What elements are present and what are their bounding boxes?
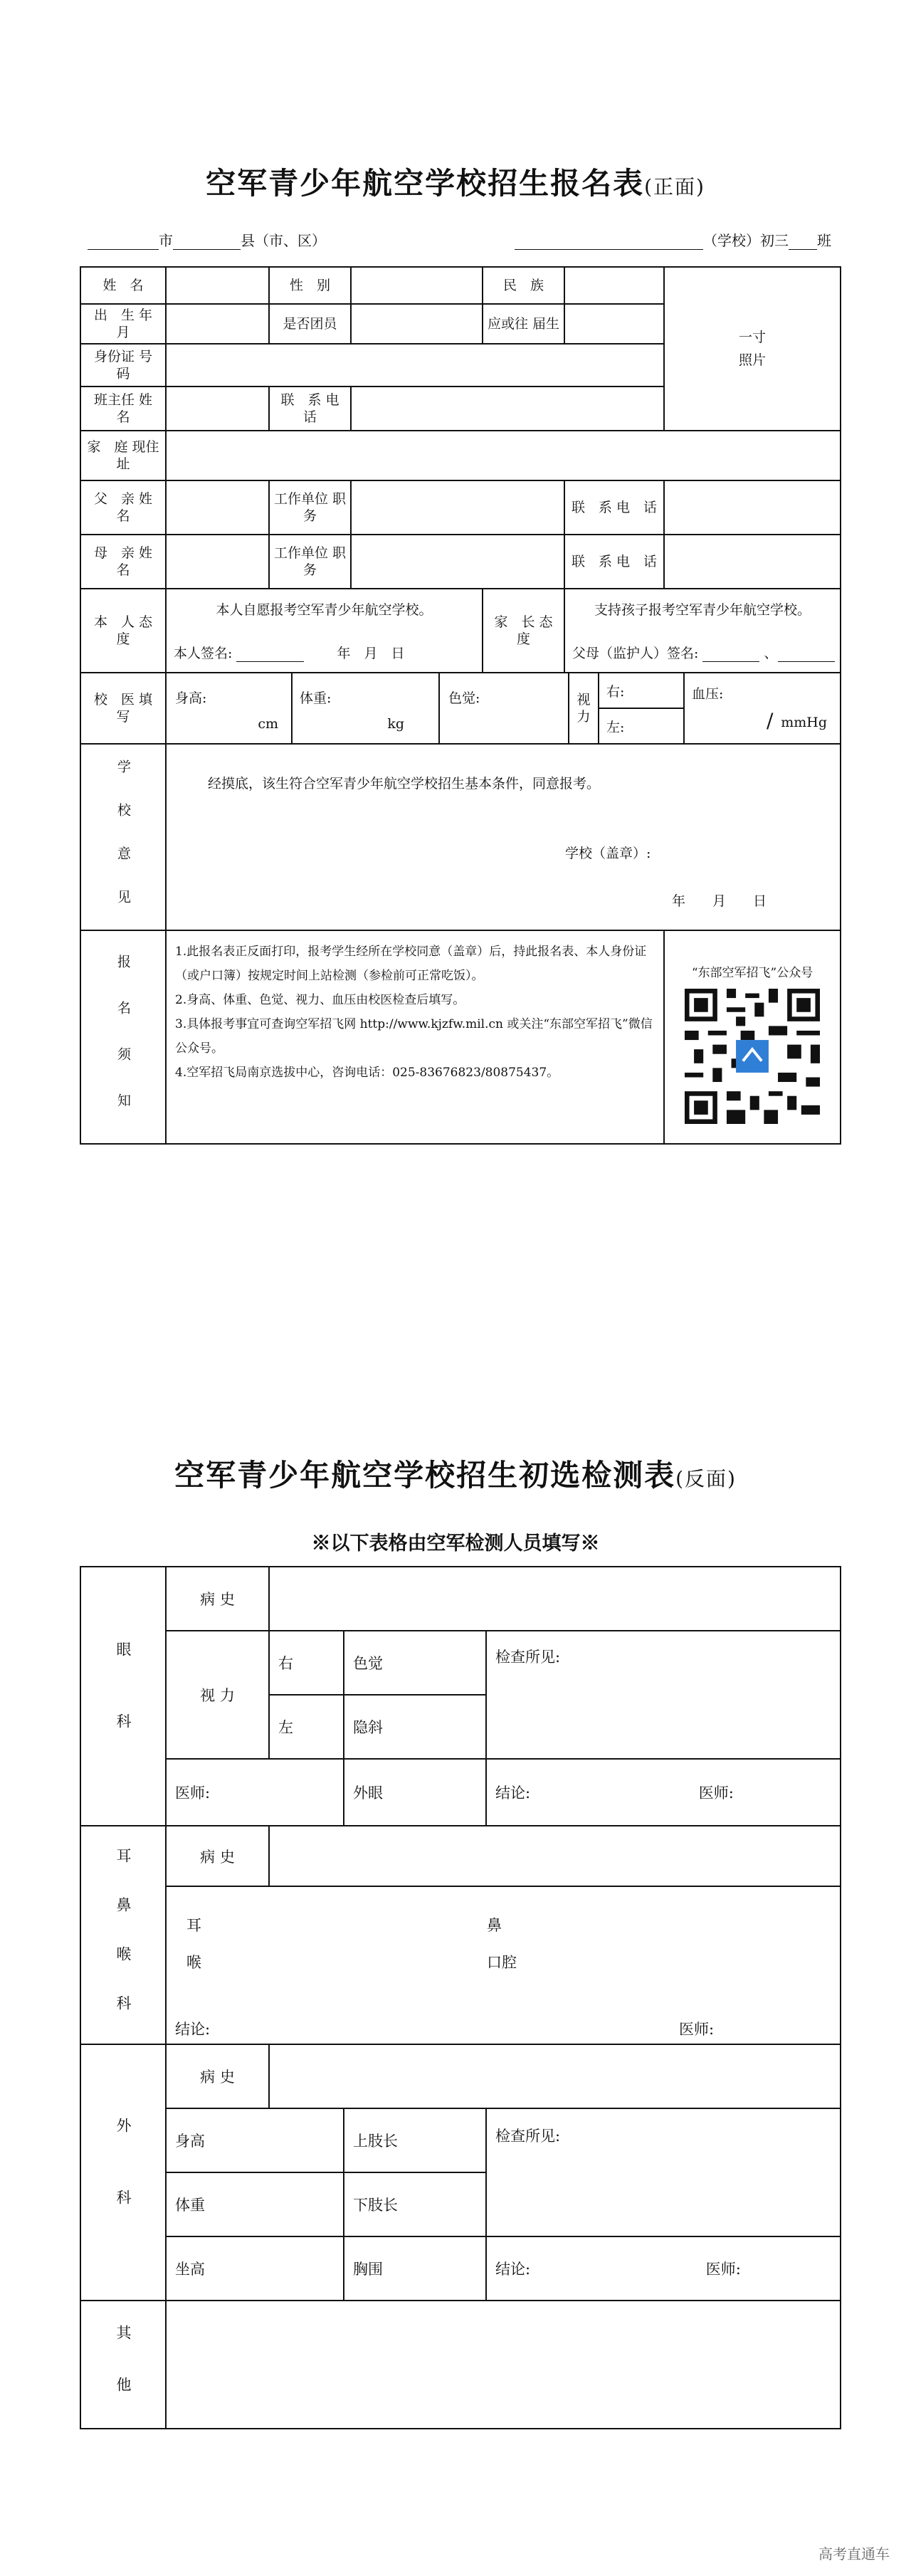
self-sign-line: 本人签名: 年 月 日: [174, 646, 405, 661]
birth-field[interactable]: [166, 304, 269, 344]
parent-attitude-field[interactable]: [564, 589, 841, 673]
surgery-findings-field[interactable]: 检查所见:: [486, 2108, 841, 2236]
eye-squint-field[interactable]: 隐斜: [344, 1695, 486, 1759]
bp-field[interactable]: 血压: / mmHg: [692, 686, 828, 732]
surgery-upper-field[interactable]: 上肢长: [344, 2108, 486, 2172]
self-sign-blank[interactable]: [236, 648, 304, 662]
class-blank[interactable]: [789, 236, 817, 250]
birth-label: 出 生 年 月: [80, 304, 166, 344]
father-tel-field[interactable]: [664, 480, 841, 535]
father-tel-label: 联 系 电 话: [564, 480, 664, 535]
right-vision-field[interactable]: 右:: [599, 673, 683, 709]
self-attitude-label: 本 人 态 度: [80, 589, 166, 673]
eye-left-label: 左: [269, 1695, 344, 1759]
mother-tel-label: 联 系 电 话: [564, 535, 664, 589]
mother-work-field[interactable]: [351, 535, 564, 589]
fresh-field[interactable]: [564, 304, 664, 344]
photo-box[interactable]: 一寸 照片: [664, 267, 841, 431]
eye-vision-label: 视 力: [166, 1631, 269, 1759]
father-work-field[interactable]: [351, 480, 564, 535]
school-opinion-text: 经摸底，该生符合空军青少年航空学校招生基本条件，同意报考。: [208, 776, 601, 792]
name-field[interactable]: [166, 267, 269, 304]
ent-section-label: 耳 鼻 喉 科: [80, 1826, 166, 2044]
eye-section-label: 眼 科: [80, 1567, 166, 1826]
teacher-field[interactable]: [166, 387, 269, 431]
surgery-lower-field[interactable]: 下肢长: [344, 2172, 486, 2236]
ent-exam-field[interactable]: 耳 鼻 喉 口腔 结论: 医师:: [166, 1886, 841, 2044]
father-work-label: 工作单位 职 务: [269, 480, 351, 535]
mother-label: 母 亲 姓 名: [80, 535, 166, 589]
eye-history-label: 病 史: [166, 1567, 269, 1631]
self-attitude-text: 本人自愿报考空军青少年航空学校。: [216, 602, 433, 618]
address-field[interactable]: [166, 431, 841, 480]
eye-doctor-field[interactable]: 医师:: [166, 1759, 344, 1826]
eye-history-field[interactable]: [269, 1567, 841, 1631]
self-attitude-field[interactable]: [166, 589, 483, 673]
surgery-chest-field[interactable]: 胸围: [344, 2236, 486, 2301]
other-section-label: 其 他: [80, 2301, 166, 2429]
father-field[interactable]: [166, 480, 269, 535]
eye-conclusion-field[interactable]: 结论: 医师:: [486, 1759, 841, 1826]
county-blank[interactable]: [173, 236, 241, 250]
notice-item-4: 4.空军招飞局南京选拔中心，咨询电话：025-83676823/80875437。: [175, 1066, 559, 1080]
school-date: 年 月 日: [672, 893, 767, 909]
father-label: 父 亲 姓 名: [80, 480, 166, 535]
footer-watermark: 高考直通车: [818, 2545, 890, 2562]
back-instruction: ※以下表格由空军检测人员填写※: [311, 1533, 600, 1555]
mother-tel-field[interactable]: [664, 535, 841, 589]
surgery-weight-field[interactable]: 体重: [166, 2172, 344, 2236]
parent-attitude-label: 家 长 态 度: [483, 589, 564, 673]
other-field[interactable]: [166, 2301, 841, 2429]
med-row: [166, 673, 841, 744]
parent-sign-blank-2[interactable]: [778, 648, 835, 662]
height-field[interactable]: 身高: cm: [167, 673, 293, 743]
eye-color-field[interactable]: 色觉: [344, 1631, 486, 1695]
front-title: 空军青少年航空学校招生报名表(正面): [206, 166, 705, 201]
idcard-label: 身份证 号 码: [80, 344, 166, 387]
idcard-field[interactable]: [166, 344, 664, 387]
school-opinion-label: 学 校 意 见: [80, 744, 166, 930]
notice-item-3: 3.具体报考事宜可查询空军招飞网 http://www.kjzfw.mil.cn 或关注“东部空军招飞”微信公众号。: [175, 1017, 653, 1056]
teacher-tel-field[interactable]: [351, 387, 664, 431]
eye-right-label: 右: [269, 1631, 344, 1695]
vision-fields: [599, 673, 685, 743]
surgery-history-field[interactable]: [269, 2044, 841, 2108]
gender-field[interactable]: [351, 267, 483, 304]
city-blank[interactable]: [88, 236, 159, 250]
surgery-sitting-field[interactable]: 坐高: [166, 2236, 344, 2301]
mother-work-label: 工作单位 职 务: [269, 535, 351, 589]
ent-history-field[interactable]: [269, 1826, 841, 1886]
name-label: 姓 名: [80, 267, 166, 304]
eye-findings-field[interactable]: 检查所见:: [486, 1631, 841, 1759]
teacher-tel-label: 联 系 电 话: [269, 387, 351, 431]
notice-item-2: 2.身高、体重、色觉、视力、血压由校医检查后填写。: [175, 993, 465, 1007]
left-vision-field[interactable]: 左:: [606, 719, 625, 735]
ethnic-field[interactable]: [564, 267, 664, 304]
ethnic-label: 民 族: [483, 267, 564, 304]
mother-field[interactable]: [166, 535, 269, 589]
gender-label: 性 别: [269, 267, 351, 304]
surgery-history-label: 病 史: [166, 2044, 269, 2108]
weight-field[interactable]: 体重: kg: [293, 673, 440, 743]
back-title: 空军青少年航空学校招生初选检测表(反面): [174, 1458, 737, 1493]
color-field[interactable]: 色觉:: [440, 673, 569, 743]
eye-outer-field[interactable]: 外眼: [344, 1759, 486, 1826]
med-label: 校 医 填 写: [80, 673, 166, 744]
league-field[interactable]: [351, 304, 483, 344]
league-label: 是否团员: [269, 304, 351, 344]
school-stamp: 学校（盖章）:: [565, 846, 651, 861]
surgery-section-label: 外 科: [80, 2044, 166, 2301]
inspection-form: [80, 1566, 841, 2429]
address-label: 家 庭 现住址: [80, 431, 166, 480]
qr-code-icon[interactable]: [685, 989, 820, 1124]
notice-content: [166, 930, 664, 1144]
parent-attitude-text: 支持孩子报考空军青少年航空学校。: [594, 602, 811, 618]
teacher-label: 班主任 姓 名: [80, 387, 166, 431]
parent-sign-blank-1[interactable]: [702, 648, 759, 662]
notice-label: 报 名 须 知: [80, 930, 166, 1144]
surgery-conclusion-field[interactable]: 结论: 医师:: [486, 2236, 841, 2301]
fresh-label: 应或往 届生: [483, 304, 564, 344]
registration-form: [80, 266, 841, 1145]
front-subline: 市 县（市、区） （学校）初三 班: [88, 229, 842, 250]
qr-caption: “东部空军招飞”公众号: [691, 966, 813, 980]
ent-history-label: 病 史: [166, 1826, 269, 1886]
surgery-height-field[interactable]: 身高: [166, 2108, 344, 2172]
parent-sign-line: 父母（监护人）签名: 、: [572, 643, 835, 662]
notice-item-1: 1.此报名表正反面打印，报考学生经所在学校同意（盖章）后，持此报名表、本人身份证（或户口簿）按规定时间上站检测（参检前可正常吃饭）。: [175, 945, 647, 983]
school-blank[interactable]: [515, 236, 703, 250]
vision-label: 视 力: [569, 673, 599, 743]
school-opinion-field[interactable]: [166, 744, 841, 930]
qr-box: [664, 930, 841, 1144]
